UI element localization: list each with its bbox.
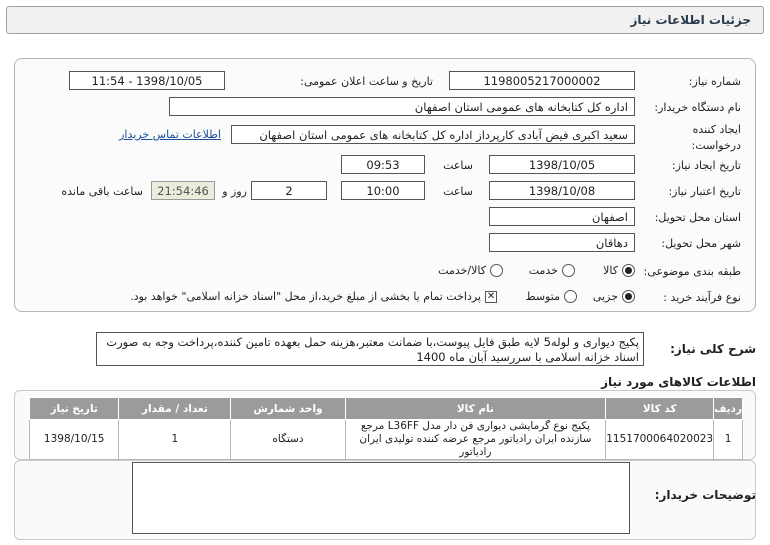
description-text: پکیج دیواری و لوله5 لایه طبق فایل پیوست،با ضمانت معتبر،هزینه حمل بعهده تامین کننده،پرداخت وجه به صورت اسناد خزانه اسلامی با سررسید آبان ماه 1400 [96,332,644,366]
row-city [15,233,755,255]
need-number-field[interactable]: 1198005217000002 [449,71,635,90]
process-minor-radio[interactable]: جزیی [593,290,635,303]
created-date-label: تاریخ ایجاد نیاز: [671,159,741,172]
created-time-label: ساعت [443,159,473,172]
city-label: شهر محل تحویل: [661,237,741,250]
radio-empty-icon [564,290,577,303]
need-number-label: شماره نیاز: [688,75,741,88]
col-header-unit: واحد شمارش [231,398,345,420]
row-creator [15,121,755,153]
row-province [15,207,755,229]
created-time-field[interactable]: 09:53 [341,155,425,174]
row-process [15,287,755,309]
days-label: روز و [222,185,247,198]
days-field[interactable]: 2 [251,181,327,200]
row-created-date [15,155,755,177]
col-header-name: نام کالا [345,398,606,420]
province-field[interactable]: اصفهان [489,207,635,226]
buyer-notes-label: توضیحات خریدار: [654,488,756,502]
col-header-quantity: تعداد / مقدار [119,398,231,420]
col-header-code: کد کالا [606,398,714,420]
contact-buyer-link[interactable]: اطلاعات تماس خریدار [119,128,221,141]
announce-label: تاریخ و ساعت اعلان عمومی: [300,75,433,88]
validity-time-label: ساعت [443,185,473,198]
page-title: جزئیات اطلاعات نیاز [630,13,751,27]
process-label: نوع فرآیند خرید : [663,291,741,304]
cell-row-number: 1 [714,420,743,460]
items-table-container [14,390,756,460]
creator-label-2: درخواست: [691,139,741,152]
row-validity [15,181,755,203]
checkbox-x-icon: ✕ [486,290,496,302]
process-medium-radio[interactable]: متوسط [525,290,577,303]
category-goods-service-radio[interactable]: کالا/خدمت [438,264,503,277]
table-row [30,420,743,460]
creator-label-1: ایجاد کننده [692,123,741,136]
items-table [29,397,743,460]
row-category [15,261,755,283]
remaining-label: ساعت باقی مانده [61,185,143,198]
buyer-label: نام دستگاه خریدار: [654,101,741,114]
category-label: طبقه بندی موضوعی: [643,265,741,278]
radio-selected-icon [622,290,635,303]
cell-quantity: 1 [119,420,231,460]
items-section-title: اطلاعات کالاهای مورد نیاز [601,375,756,389]
radio-selected-icon [622,264,635,277]
need-info-panel [14,58,756,312]
city-field[interactable]: دهاقان [489,233,635,252]
page-header [6,6,764,34]
cell-date: 1398/10/15 [30,420,119,460]
announce-datetime-field[interactable]: 1398/10/05 - 11:54 [69,71,225,90]
col-header-row-number: ردیف [714,398,743,420]
remaining-time-field: 21:54:46 [151,181,215,200]
validity-date-field[interactable]: 1398/10/08 [489,181,635,200]
row-need-number [15,71,755,93]
col-header-date: تاریخ نیاز [30,398,119,420]
buyer-field[interactable]: اداره کل کتابخانه های عمومی استان اصفهان [169,97,635,116]
validity-time-field[interactable]: 10:00 [341,181,425,200]
creator-field[interactable]: سعید اکبری فیض آبادی کارپرداز اداره کل کتابخانه های عمومی استان اصفهان [231,125,635,144]
row-buyer [15,97,755,119]
category-service-radio[interactable]: خدمت [529,264,575,277]
province-label: استان محل تحویل: [654,211,741,224]
created-date-field[interactable]: 1398/10/05 [489,155,635,174]
cell-name: پکیج نوع گرمایشی دیواری فن دار مدل L36FF مرجع سازنده ایران رادیاتور مرجع عرضه کننده تولیدی ایران رادیاتور [345,420,606,460]
validity-label: تاریخ اعتبار نیاز: [668,185,741,198]
description-label: شرح کلی نیاز: [670,342,756,356]
radio-empty-icon [490,264,503,277]
cell-unit: دستگاه [231,420,345,460]
buyer-notes-field[interactable] [132,462,630,534]
cell-code: 1151700064020023 [606,420,714,460]
treasury-payment-checkbox[interactable]: ✕ پرداخت تمام یا بخشی از مبلغ خرید،از محل "اسناد خزانه اسلامی" خواهد بود. [130,290,496,303]
table-header-row [30,398,743,420]
radio-empty-icon [562,264,575,277]
category-goods-radio[interactable]: کالا [603,264,635,277]
